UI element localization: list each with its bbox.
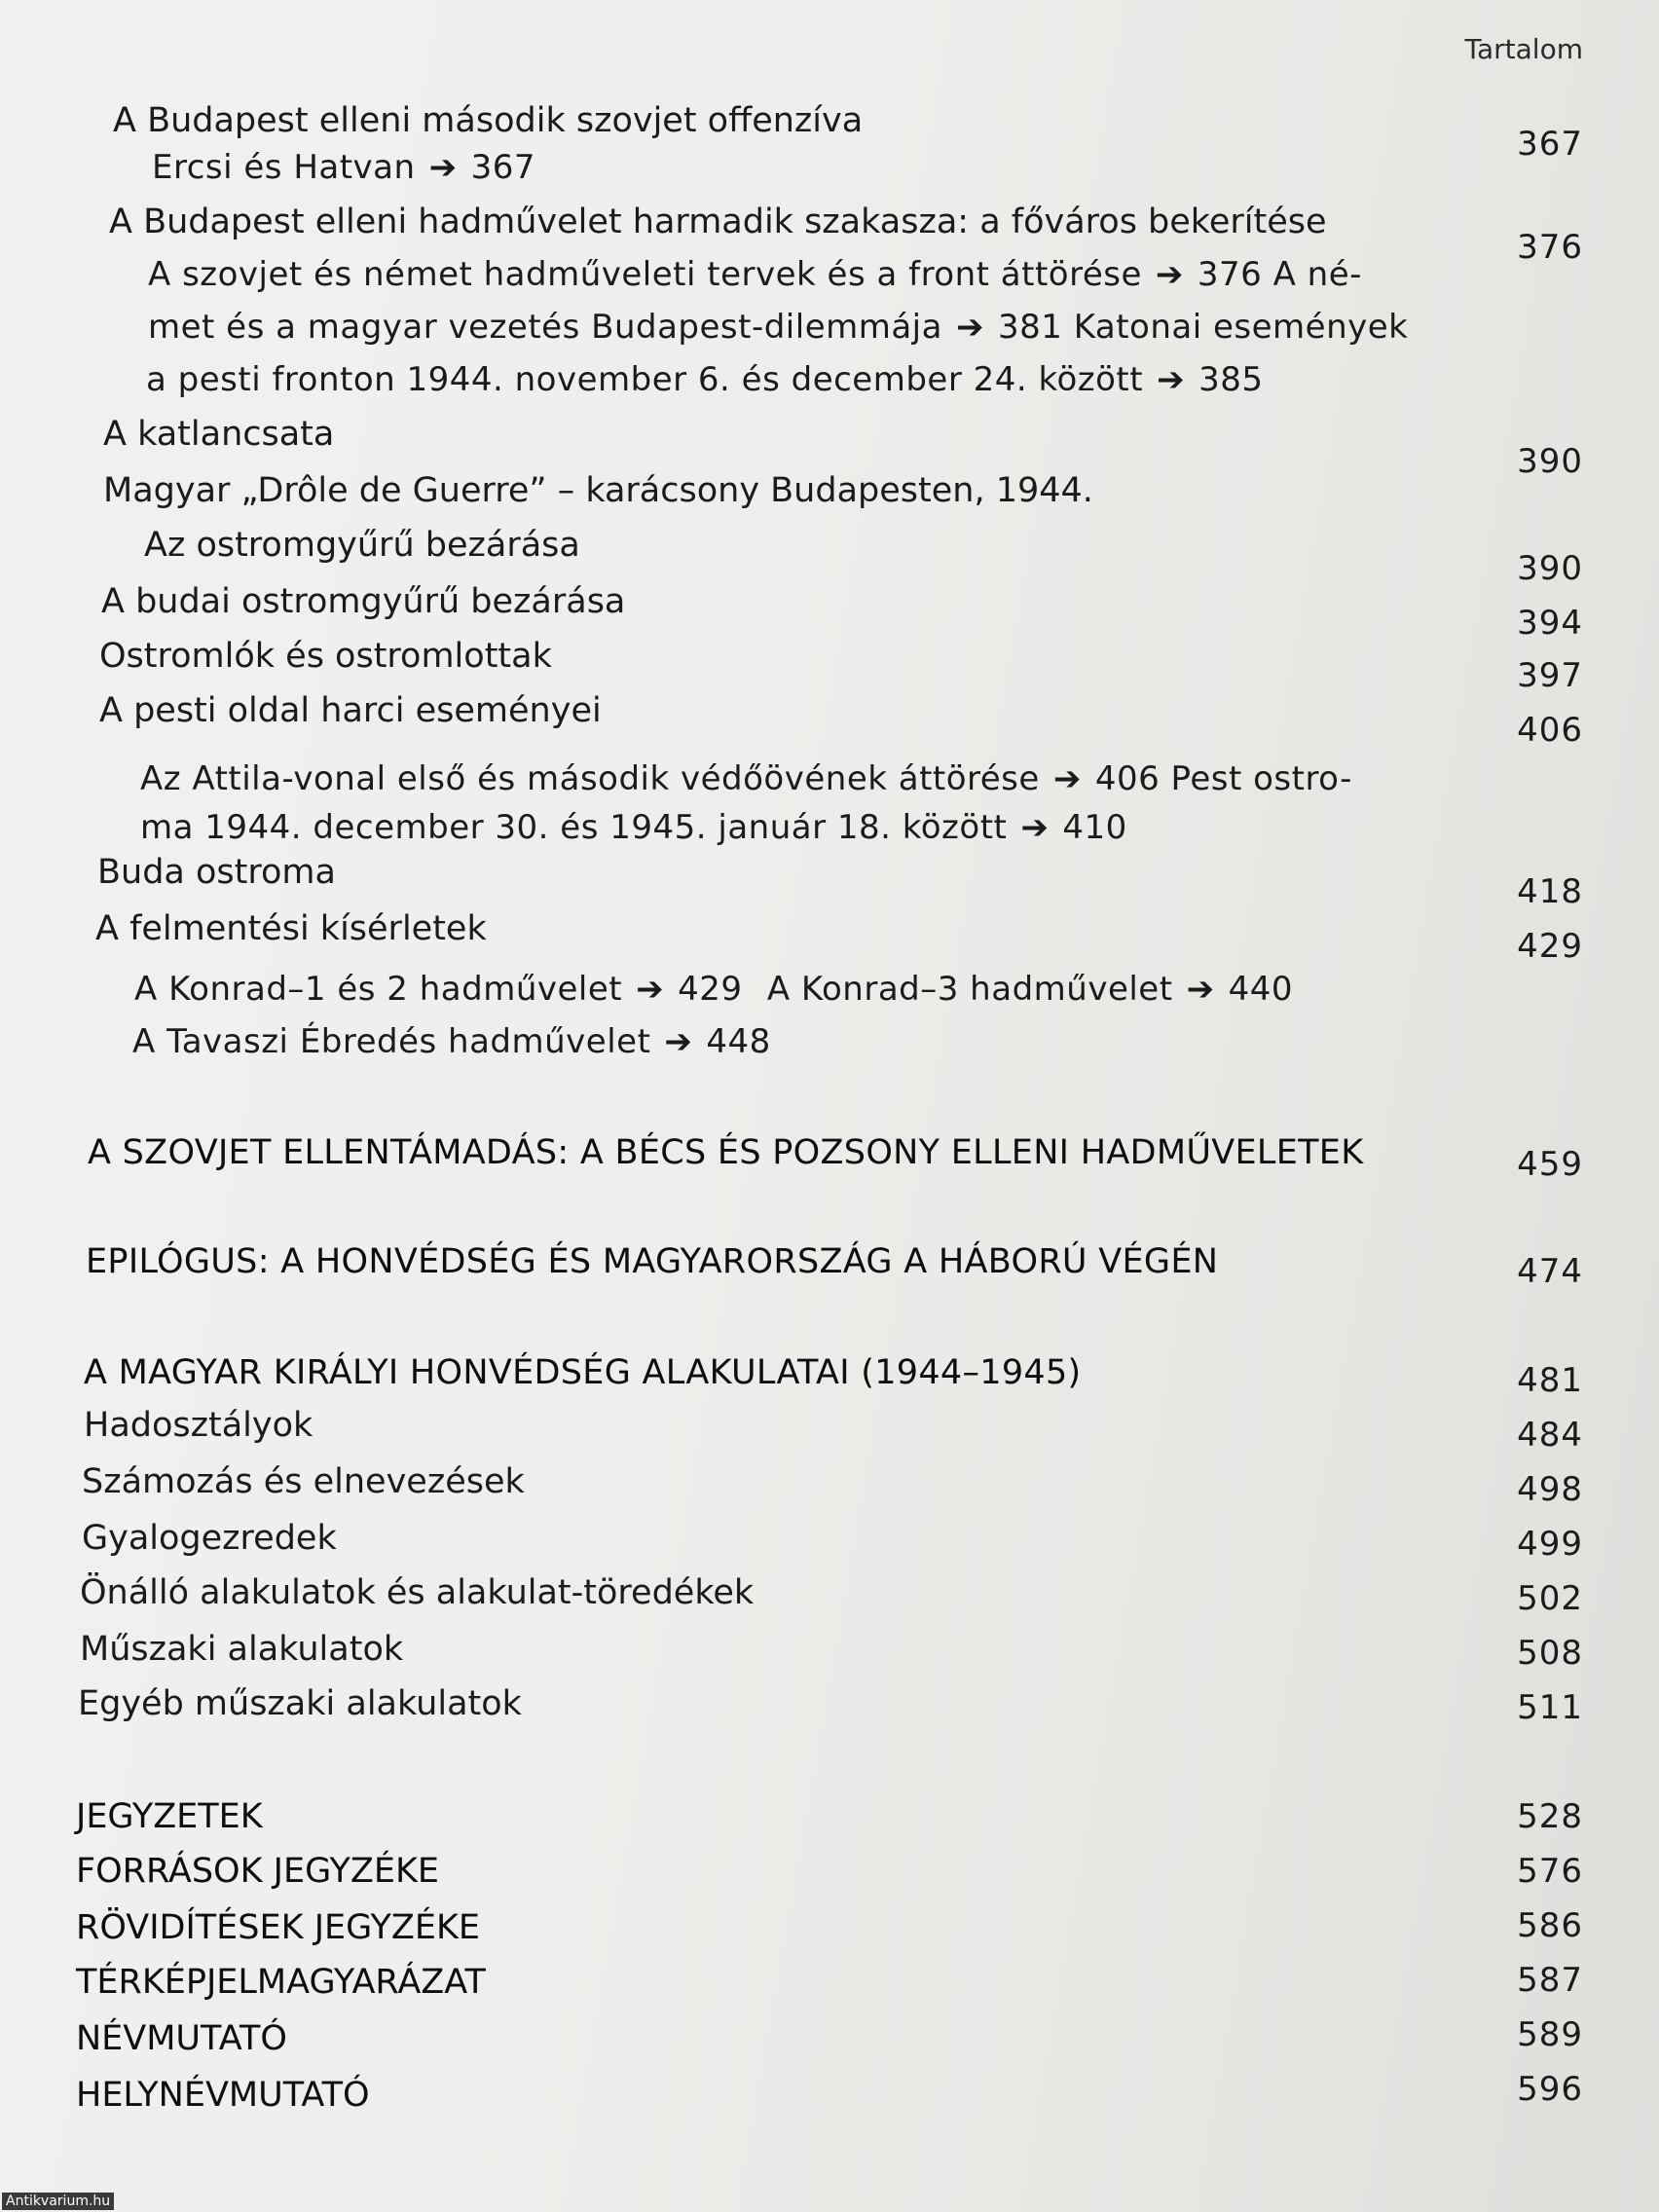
toc-subentry-page: 385	[1198, 360, 1264, 399]
toc-page-number: 481	[1517, 1361, 1583, 1400]
toc-subentry	[132, 1022, 771, 1061]
toc-page-number: 418	[1517, 872, 1583, 911]
toc-page-number: 498	[1517, 1470, 1583, 1509]
toc-page-number: 528	[1517, 1797, 1583, 1836]
toc-subentry-title: Ercsi és Hatvan	[152, 148, 416, 187]
toc-subentry	[140, 808, 1127, 847]
toc-section: FORRÁSOK JEGYZÉKE	[76, 1852, 440, 1891]
toc-page-number: 390	[1517, 549, 1583, 588]
toc-subentry-title: Pest ostro-	[1170, 759, 1352, 798]
toc-page-number: 499	[1517, 1525, 1583, 1564]
toc-subentry-page: 429	[678, 970, 743, 1009]
toc-page-number: 429	[1517, 927, 1583, 966]
toc-subentry	[140, 759, 1352, 798]
right-arrow-icon: ➔	[1157, 360, 1186, 399]
toc-section: HELYNÉVMUTATÓ	[76, 2076, 370, 2115]
toc-page-number: 367	[1517, 125, 1583, 164]
toc-subentry	[152, 148, 535, 187]
toc-entry: A Budapest elleni hadművelet harmadik szakasza: a főváros bekerítése	[109, 203, 1327, 241]
toc-subentry-title: a pesti fronton 1944. november 6. és december 24. között	[146, 360, 1144, 399]
right-arrow-icon: ➔	[1052, 759, 1082, 798]
toc-subentry-page: 448	[706, 1022, 771, 1061]
toc-subentry	[146, 360, 1264, 399]
toc-entry: Hadosztályok	[84, 1406, 313, 1445]
toc-section: EPILÓGUS: A HONVÉDSÉG ÉS MAGYARORSZÁG A HÁBORÚ VÉGÉN	[86, 1242, 1219, 1281]
toc-page-number: 576	[1517, 1852, 1583, 1891]
toc-entry: A pesti oldal harci eseményei	[99, 691, 602, 730]
toc-page-number: 586	[1517, 1906, 1583, 1945]
toc-entry: Önálló alakulatok és alakulat-töredékek	[80, 1573, 755, 1612]
toc-section: A MAGYAR KIRÁLYI HONVÉDSÉG ALAKULATAI (1944–1945)	[84, 1353, 1082, 1392]
right-arrow-icon: ➔	[1155, 255, 1184, 294]
toc-page-number: 406	[1517, 711, 1583, 750]
toc-entry: A katlancsata	[103, 415, 335, 454]
toc-subentry-page: 376	[1197, 255, 1263, 294]
toc-entry: A felmentési kísérletek	[95, 909, 487, 948]
right-arrow-icon: ➔	[955, 308, 984, 347]
toc-subentry-page: 440	[1228, 970, 1293, 1009]
toc-page-number: 474	[1517, 1252, 1583, 1291]
toc-page-number: 596	[1517, 2070, 1583, 2109]
toc-subentry-title: ma 1944. december 30. és 1945. január 18. között	[140, 808, 1008, 847]
toc-page-number: 459	[1517, 1145, 1583, 1184]
toc-entry: Gyalogezredek	[82, 1519, 337, 1558]
toc-page-number: 394	[1517, 604, 1583, 643]
toc-page-number: 511	[1517, 1688, 1583, 1727]
toc-entry: Számozás és elnevezések	[82, 1462, 525, 1501]
toc-page-number: 587	[1517, 1961, 1583, 2000]
toc-page-number: 484	[1517, 1416, 1583, 1455]
toc-page-number: 502	[1517, 1579, 1583, 1618]
toc-page-number: 376	[1517, 228, 1583, 267]
toc-subentry	[134, 970, 1293, 1009]
toc-subentry-title: A Tavaszi Ébredés hadművelet	[132, 1022, 651, 1061]
toc-subentry-title: Az Attila-vonal első és második védőövének áttörése	[140, 759, 1040, 798]
toc-subentry-page: 406	[1094, 759, 1161, 798]
toc-subentry	[148, 255, 1362, 294]
toc-page-number: 397	[1517, 656, 1583, 695]
toc-subentry	[148, 308, 1408, 347]
toc-section: A SZOVJET ELLENTÁMADÁS: A BÉCS ÉS POZSONY ELLENI HADMŰVELETEK	[88, 1133, 1364, 1172]
right-arrow-icon: ➔	[664, 1022, 693, 1061]
toc-page-number: 589	[1517, 2015, 1583, 2054]
toc-section: RÖVIDÍTÉSEK JEGYZÉKE	[76, 1908, 481, 1947]
right-arrow-icon: ➔	[1186, 970, 1215, 1009]
toc-subentry-page: 381	[997, 308, 1063, 347]
toc-subentry-title: Katonai események	[1073, 308, 1409, 347]
toc-entry: Buda ostroma	[97, 853, 336, 892]
toc-entry: Ostromlók és ostromlottak	[99, 637, 552, 676]
toc-entry: Műszaki alakulatok	[80, 1630, 404, 1669]
toc-subentry-title: A Konrad–1 és 2 hadművelet	[134, 970, 623, 1009]
toc-subentry-title: A Konrad–3 hadművelet	[766, 970, 1173, 1009]
toc-page-number: 508	[1517, 1634, 1583, 1673]
watermark: Antikvarium.hu	[2, 2193, 114, 2210]
toc-section: JEGYZETEK	[76, 1797, 263, 1836]
toc-entry: Egyéb műszaki alakulatok	[78, 1684, 522, 1723]
toc-entry: A Budapest elleni második szovjet offenzíva	[113, 101, 864, 140]
right-arrow-icon: ➔	[428, 148, 458, 187]
toc-subentry-title: A szovjet és német hadműveleti tervek és a front áttörése	[148, 255, 1142, 294]
toc-entry: A budai ostromgyűrű bezárása	[101, 582, 626, 621]
toc-subentry: Az ostromgyűrű bezárása	[144, 526, 580, 565]
toc-subentry-title: met és a magyar vezetés Budapest-dilemmája	[148, 308, 942, 347]
toc-subentry-title: A né-	[1272, 255, 1362, 294]
toc-subentry-page: 367	[470, 148, 535, 187]
toc-subentry-page: 410	[1062, 808, 1127, 847]
right-arrow-icon: ➔	[636, 970, 665, 1009]
right-arrow-icon: ➔	[1020, 808, 1050, 847]
toc-entry: Magyar „Drôle de Guerre” – karácsony Budapesten, 1944.	[103, 471, 1093, 510]
page-header: Tartalom	[1464, 33, 1583, 65]
toc-section: NÉVMUTATÓ	[76, 2019, 287, 2058]
toc-section: TÉRKÉPJELMAGYARÁZAT	[76, 1963, 486, 2002]
toc-page-number: 390	[1517, 442, 1583, 481]
